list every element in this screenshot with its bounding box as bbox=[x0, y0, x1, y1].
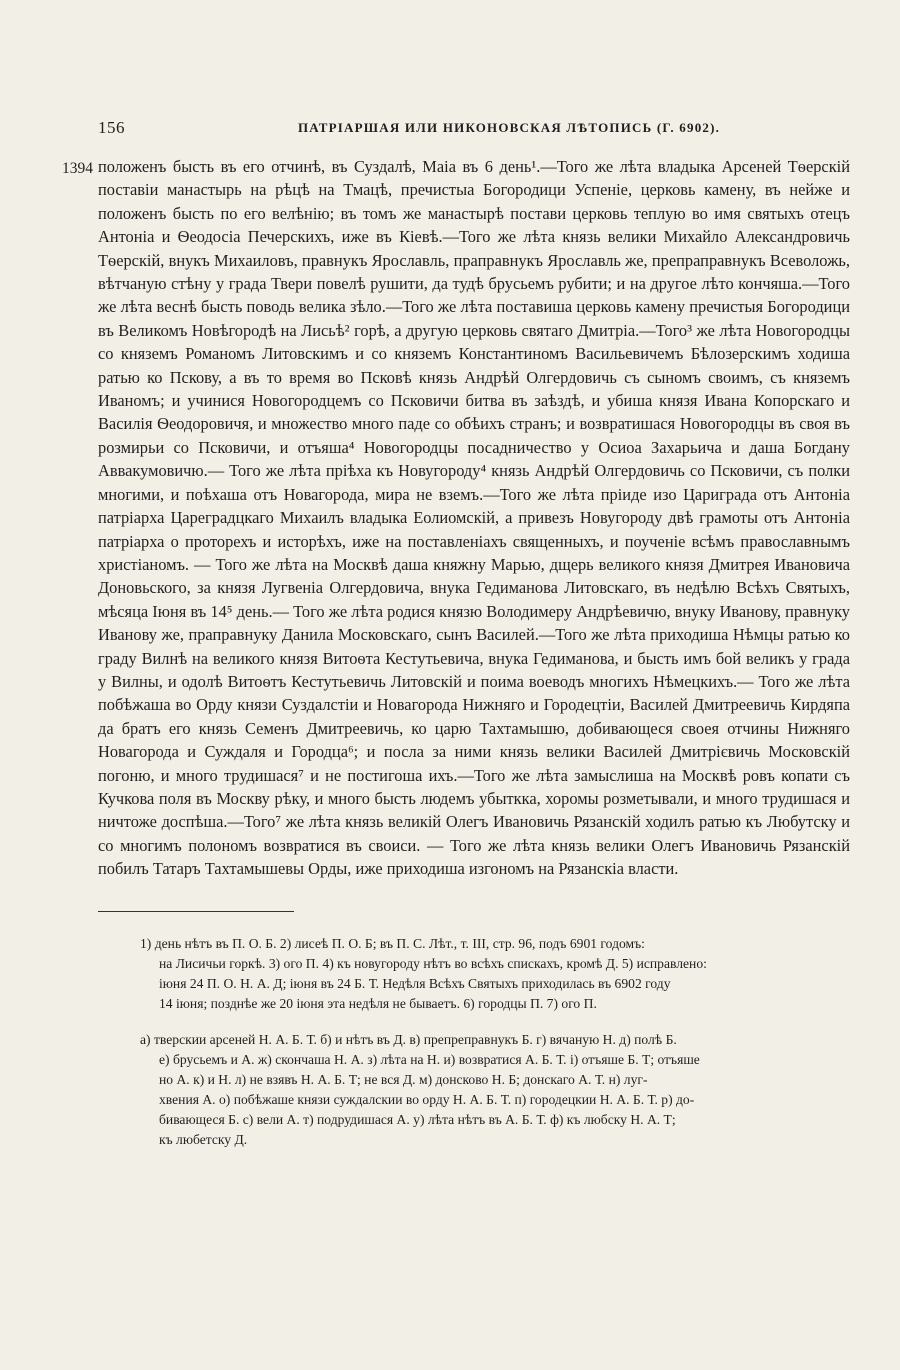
variant-line: е) брусьемъ и А. ж) скончаша Н. А. з) лѣта на Н. и) возвратися А. Б. Т. і) отъяше Б. Т; отъяше bbox=[159, 1052, 700, 1067]
chronicle-text: положенъ бысть въ его отчинѣ, въ Суздалѣ, Маіа въ 6 день¹.—Того же лѣта владыка Арсеней Тѳерскій поставіи манастырь на рѣцѣ на Тмацѣ, пречистыа Богородици Успеніе, церковь камену, въ нейже и положенъ бысть по его велѣнію; въ томъ же манастырѣ постави церковь теплую во имя святыхъ отецъ Антоніа и Ѳеодосіа Печерскихъ, иже въ Кіевѣ.—Того же лѣта князь велики Михайло Александровичь Тѳерскій, внукъ Михаиловъ, правнукъ Ярославль, праправнукъ Ярославль же, препраправнукъ Всеволожь, вѣтчаную стѣну у града Твери повелѣ рушити, да тудѣ брусьемъ рубити; и на другое лѣто кончяша.—Того же лѣта веснѣ бысть поводь велика зѣло.—Того же лѣта поставиша церковь камену пречистыя Богородици въ Великомъ Новѣгородѣ на Лисьѣ² горѣ, а другую церковь святаго Дмитріа.—Того³ же лѣта Новогородцы со княземъ Романомъ Литовскимъ и со княземъ Константиномъ Васильевичемъ Бѣлозерскимъ ходиша ратью ко Пскову, а въ то время во Псковѣ князь Андрѣй Олгердовичь съ сыномъ своимъ, съ княземъ Иваномъ; и учинися Новогородцемъ со Псковичи битва въ заѣздѣ, и убиша князя Ивана Копорскаго и Василія Ѳеодоровичя, и множество много паде со обѣихъ странъ; и возвратишася Новогородцы въ своя въ розмирьи со Псковичи, и отъяша⁴ Новогородцы посадничество у Осиоа Захарьича и даша Богдану Аввакумовичю.— Того же лѣта пріѣха къ Новугороду⁴ князь Андрѣй Олгердовичь со Псковичи, съ полки многими, и поѣхаша отъ Новагорода, мира не вземъ.—Того же лѣта пріиде изо Цариграда отъ Антоніа патріарха Цареградцкаго Михаилъ владыка Еолиомскій, а привезъ Новугороду двѣ грамоты отъ Антоніа патріарха о проторехъ и исторѣхъ, иже на поставленіахъ священныхъ, и поученіе всѣмъ православнымъ христіаномъ. — Того же лѣта на Москвѣ даша княжну Марью, дщерь великого князя Дмитрея Ивановича Доновьского, за князя Лугвеніа Олгердовича, внука Гедиманова Литовскаго, въ недѣлю Всѣхъ Святыхъ, мѣсяца Іюня въ 14⁵ день.— Того же лѣта родися князю Володимеру Андрѣевичю, внуку Иванову, правнуку Иванову же, праправнуку Данила Московскаго, сынъ Василей.—Того же лѣта приходиша Нѣмцы ратью ко граду Вилнѣ на великого князя Витоѳта Кестутьевича, внука Гедиманова, и бысть имъ бой великъ у града у Вилны, и одолѣ Витоѳтъ Кестутьевичь Литовскій и поима воеводъ многихъ Нѣмецкихъ.— Того же лѣта побѣжаша во Орду князи Суздалстіи и Новагорода Нижняго и Городецтіи, Василей Дмитреевичь Кирдяпа да братъ его князь Семенъ Дмитреевичь, ко царю Тахтамышю, добивающеся своея отчины Нижняго Новагорода и Суждаля и Городца⁶; и посла за ними князь велики Василей Дмитрієвичь Московскій погоню, и много трудишася⁷ и не постигоша ихъ.—Того же лѣта замыслиша на Москвѣ ровъ копати съ Кучкова поля въ Москву рѣку, и много бысть людемъ убыткка, хоромы розметывали, и много трудишася и ничтоже доспѣша.—Того⁷ же лѣта князь великій Олегъ Ивановичь Рязанскій ходилъ ратью къ Любутску и со многимъ полономъ возвратися въ своиси. — Того же лѣта князь велики Олегъ Ивановичь Рязанскій побилъ Татаръ Тахтамышевы Орды, иже приходиша изгономъ на Рязанскіа власти. bbox=[98, 157, 850, 879]
numbered-footnotes bbox=[140, 934, 852, 1014]
variant-line: бивающеся Б. с) вели А. т) подрудишася А. у) лѣта нѣтъ въ А. Б. Т. ф) къ любску Н. А. Т; bbox=[159, 1112, 676, 1127]
footnote-separator bbox=[98, 911, 294, 912]
page-header bbox=[98, 118, 858, 142]
variant-line: къ любетску Д. bbox=[159, 1132, 248, 1147]
variant-line: а) тверскии арсеней Н. А. Б. Т. б) и нѣтъ въ Д. в) препреправнукъ Б. г) вячаную Н. д) полѣ Б. bbox=[140, 1032, 677, 1047]
variant-readings bbox=[140, 1030, 852, 1150]
margin-year: 1394 bbox=[62, 160, 93, 177]
variant-line: но А. к) и Н. л) не взявъ Н. А. Б. Т; не вся Д. м) донсково Н. Б; донскаго А. Т. н) луг- bbox=[159, 1072, 648, 1087]
footnote-line: іюня 24 П. О. Н. А. Д; іюня въ 24 Б. Т. Недѣля Всѣхъ Святыхъ приходилась въ 6902 году bbox=[159, 976, 671, 991]
footnote-line: на Лисичьи горкѣ. 3) ого П. 4) къ новугороду нѣтъ во всѣхъ спискахъ, кромѣ Д. 5) исправлено: bbox=[159, 956, 707, 971]
variant-line: хвения А. о) побѣжаше князи суждалскии во орду Н. А. Б. Т. п) городецкии Н. А. Б. Т. р) до- bbox=[159, 1092, 695, 1107]
page-number: 156 bbox=[98, 118, 125, 137]
running-title: ПАТРІАРШАЯ ИЛИ НИКОНОВСКАЯ ЛѢТОПИСЬ (Г. 6902). bbox=[298, 120, 721, 135]
footnote-line: 14 іюня; позднѣе же 20 іюня эта недѣля не бываетъ. 6) городцы П. 7) ого П. bbox=[159, 996, 597, 1011]
footnote-line: 1) день нѣтъ въ П. О. Б. 2) лисеѣ П. О. Б; въ П. С. Лѣт., т. III, стр. 96, подъ 6901 годомъ: bbox=[140, 936, 645, 951]
